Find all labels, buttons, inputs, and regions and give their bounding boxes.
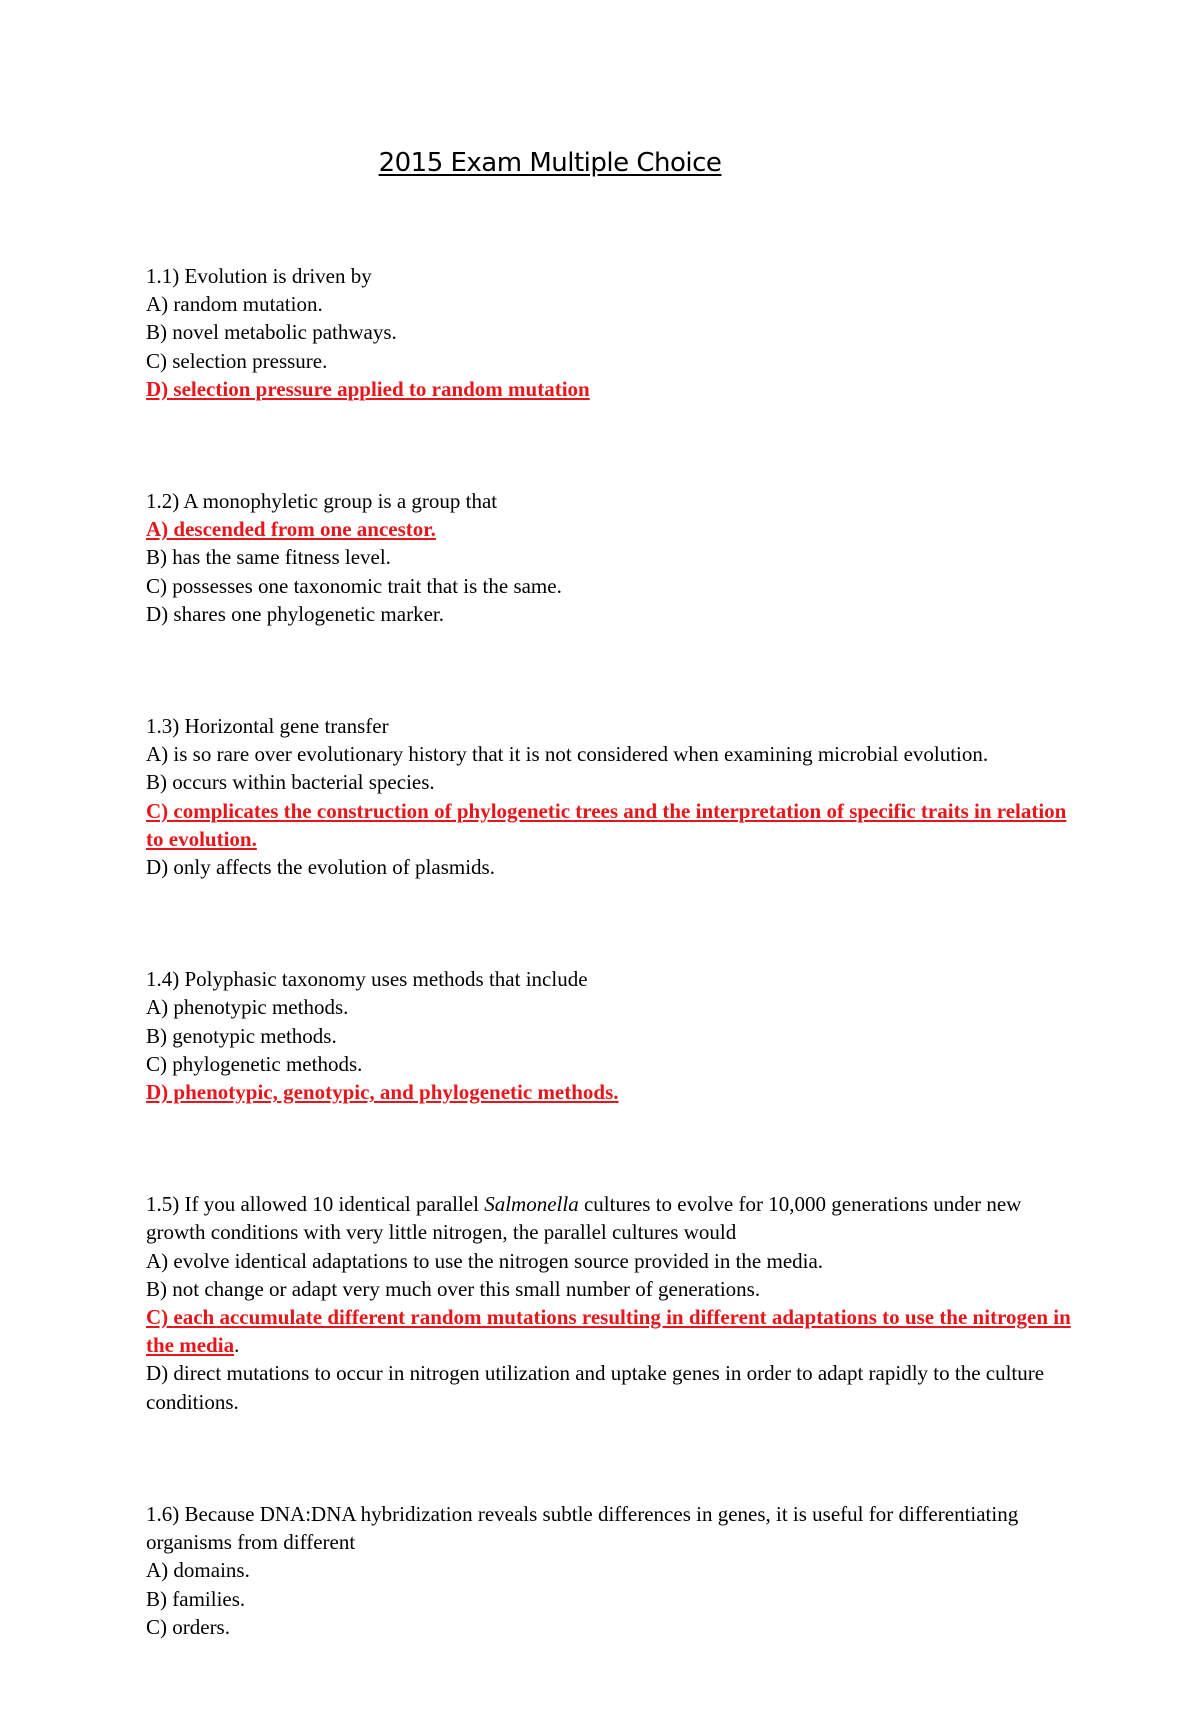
stem-text-after: cultures to evolve for 10,000 generations under new growth conditions with very little nitrogen, the parallel cultures would [146,1192,1022,1245]
option-a: A) evolve identical adaptations to use the nitrogen source provided in the media. [146,1248,824,1273]
stem-text-before: 1.5) If you allowed 10 identical parallel [146,1192,485,1217]
answer-period: . [234,1333,240,1358]
page-title: 2015 Exam Multiple Choice [378,148,722,178]
question-stem: 1.4) Polyphasic taxonomy uses methods that include [146,967,588,992]
option-a: A) is so rare over evolutionary history that it is not considered when examining microbial evolution. [146,742,989,767]
question-stem: 1.2) A monophyletic group is a group that [146,489,498,514]
organism-name: Salmonella [484,1192,579,1217]
option-b: B) has the same fitness level. [146,545,391,570]
option-c: C) possesses one taxonomic trait that is the same. [146,573,562,598]
correct-answer-option-c-line [146,1303,1076,1359]
question-1-5 [146,1190,1076,1416]
question-stem [146,1190,1076,1246]
correct-answer-option-d: D) phenotypic, genotypic, and phylogenetic methods. [146,1080,619,1105]
correct-answer-option-c: C) each accumulate different random mutations resulting in different adaptations to use the nitrogen in the media [146,1305,1071,1358]
question-1-1 [146,262,1076,403]
option-b: B) genotypic methods. [146,1023,337,1048]
correct-answer-option-c: C) complicates the construction of phylogenetic trees and the interpretation of specific traits in relation to evolution. [146,798,1067,851]
option-d: D) direct mutations to occur in nitrogen utilization and uptake genes in order to adapt rapidly to the culture conditions. [146,1361,1045,1414]
option-b: B) families. [146,1586,246,1611]
question-1-6 [146,1500,1076,1641]
question-stem: 1.3) Horizontal gene transfer [146,714,389,739]
question-stem: 1.6) Because DNA:DNA hybridization reveals subtle differences in genes, it is useful for differentiating organisms from different [146,1501,1019,1555]
option-b: B) novel metabolic pathways. [146,320,397,345]
correct-answer-option-a: A) descended from one ancestor. [146,517,436,542]
question-1-3 [146,712,1076,881]
option-a: A) phenotypic methods. [146,995,349,1020]
question-1-2 [146,487,1076,628]
correct-answer-option-d: D) selection pressure applied to random mutation [146,376,590,401]
option-b: B) occurs within bacterial species. [146,770,435,795]
option-c: C) phylogenetic methods. [146,1051,363,1076]
question-1-4 [146,965,1076,1106]
question-stem: 1.1) Evolution is driven by [146,264,372,288]
option-c: C) selection pressure. [146,348,328,373]
option-d: D) only affects the evolution of plasmids. [146,855,495,880]
question-list [146,262,1076,1725]
option-a: A) random mutation. [146,292,323,317]
option-b: B) not change or adapt very much over this small number of generations. [146,1276,761,1301]
option-a: A) domains. [146,1558,250,1583]
option-d: D) shares one phylogenetic marker. [146,601,444,626]
option-c: C) orders. [146,1614,230,1639]
